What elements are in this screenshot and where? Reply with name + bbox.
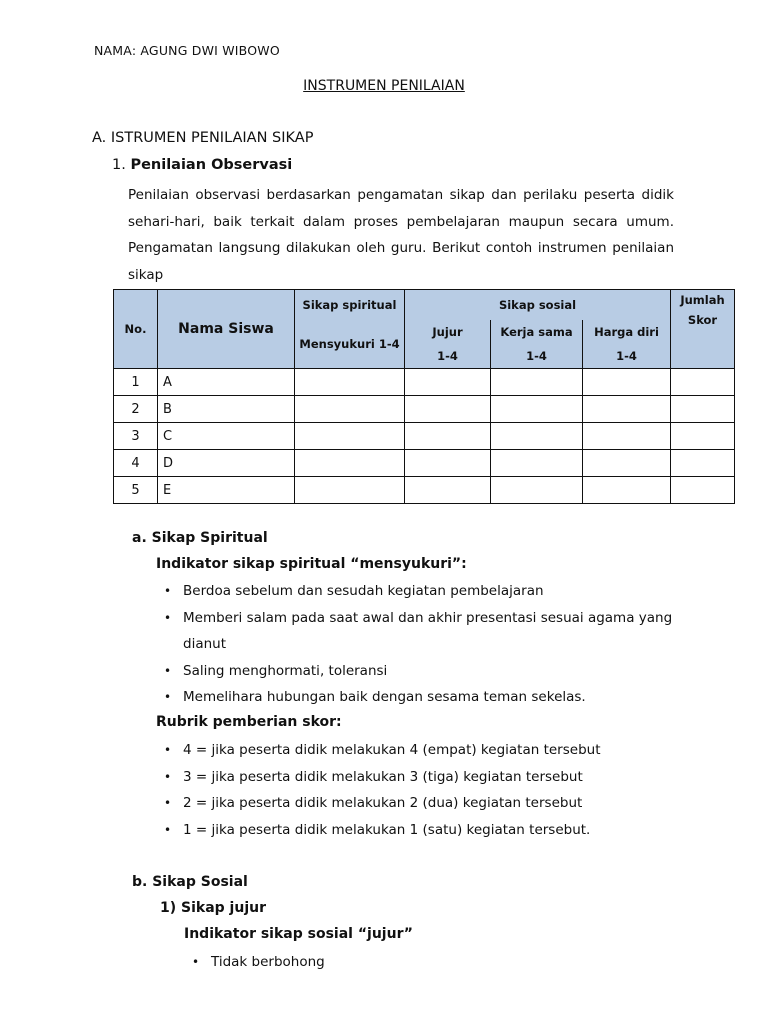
spiritual-indicator-heading: Indikator sikap spiritual “mensyukuri”:	[156, 556, 467, 572]
total-cell	[671, 450, 735, 477]
score-cell	[583, 423, 671, 450]
bullet-icon: •	[164, 584, 172, 598]
total-cell	[671, 423, 735, 450]
row-number: 3	[114, 423, 158, 450]
score-cell	[405, 396, 491, 423]
list-item: • Saling menghormati, toleransi	[164, 658, 704, 685]
row-student-name: D	[158, 450, 295, 477]
list-item: • 4 = jika peserta didik melakukan 4 (empat) kegiatan tersebut	[164, 737, 704, 764]
table-row	[114, 423, 735, 450]
spiritual-indicator-list	[164, 578, 704, 711]
bullet-icon: •	[164, 743, 172, 757]
row-number: 2	[114, 396, 158, 423]
document-title: INSTRUMEN PENILAIAN	[303, 78, 465, 94]
score-cell	[295, 423, 405, 450]
rubric-list	[164, 737, 704, 843]
score-cell	[583, 396, 671, 423]
observation-table	[113, 289, 735, 504]
score-cell	[295, 369, 405, 396]
bullet-icon: •	[192, 955, 200, 969]
score-cell	[405, 477, 491, 504]
sikap-jujur-heading: 1) Sikap jujur	[160, 900, 266, 916]
score-cell	[295, 477, 405, 504]
table-row	[114, 369, 735, 396]
paragraph-line: Penilaian observasi berdasarkan pengamatan sikap dan perilaku peserta didik	[128, 187, 674, 203]
paragraph-line: sehari-hari, baik terkait dalam proses pembelajaran maupun secara umum.	[128, 213, 674, 230]
sosial-heading: b. Sikap Sosial	[132, 874, 248, 890]
header-jujur: Jujur 1-4	[405, 320, 491, 369]
total-cell	[671, 477, 735, 504]
row-number: 5	[114, 477, 158, 504]
bullet-icon: •	[164, 663, 172, 678]
total-cell	[671, 369, 735, 396]
bullet-icon: •	[164, 610, 172, 625]
observation-paragraph	[128, 182, 674, 288]
list-item: • 2 = jika peserta didik melakukan 2 (dua) kegiatan tersebut	[164, 790, 704, 817]
score-cell	[491, 369, 583, 396]
score-cell	[405, 423, 491, 450]
header-kerja-sama: Kerja sama 1-4	[491, 320, 583, 369]
total-cell	[671, 396, 735, 423]
table-row	[114, 477, 735, 504]
section-a-heading: A. ISTRUMEN PENILAIAN SIKAP	[92, 130, 314, 146]
header-sikap-spiritual: Sikap spiritual	[295, 290, 405, 321]
table-row	[114, 450, 735, 477]
score-cell	[583, 450, 671, 477]
list-item: • 3 = jika peserta didik melakukan 3 (tiga) kegiatan tersebut	[164, 764, 704, 791]
bullet-icon: •	[164, 690, 172, 704]
score-cell	[491, 450, 583, 477]
score-cell	[491, 423, 583, 450]
score-cell	[405, 450, 491, 477]
header-no: No.	[114, 290, 158, 369]
student-name-line: NAMA: AGUNG DWI WIBOWO	[94, 43, 280, 58]
header-nama-siswa: Nama Siswa	[158, 290, 295, 369]
list-item: • Memelihara hubungan baik dengan sesama teman sekelas.	[164, 684, 704, 711]
header-mensyukuri: Mensyukuri 1-4	[295, 320, 405, 369]
score-cell	[491, 477, 583, 504]
header-sikap-sosial: Sikap sosial	[405, 290, 671, 321]
row-student-name: B	[158, 396, 295, 423]
score-cell	[583, 369, 671, 396]
header-harga-diri: Harga diri 1-4	[583, 320, 671, 369]
row-student-name: A	[158, 369, 295, 396]
spiritual-heading: a. Sikap Spiritual	[132, 530, 268, 546]
bullet-icon: •	[164, 822, 172, 837]
subsection-1-heading	[112, 157, 292, 173]
bullet-icon: •	[164, 796, 172, 810]
bullet-icon: •	[164, 769, 172, 784]
subsection-1-number: 1.	[112, 157, 126, 173]
row-number: 1	[114, 369, 158, 396]
table-row	[114, 396, 735, 423]
paragraph-line: sikap	[128, 266, 164, 283]
rubric-heading: Rubrik pemberian skor:	[156, 714, 342, 730]
list-item: • Berdoa sebelum dan sesudah kegiatan pembelajaran	[164, 578, 704, 605]
paragraph-line: Pengamatan langsung dilakukan oleh guru. Berikut contoh instrumen penilaian	[128, 240, 674, 256]
score-cell	[491, 396, 583, 423]
row-number: 4	[114, 450, 158, 477]
list-item: • 1 = jika peserta didik melakukan 1 (satu) kegiatan tersebut.	[164, 817, 704, 844]
score-cell	[405, 369, 491, 396]
row-student-name: E	[158, 477, 295, 504]
score-cell	[583, 477, 671, 504]
jujur-indicator-heading: Indikator sikap sosial “jujur”	[184, 926, 413, 942]
list-item: • Memberi salam pada saat awal dan akhir presentasi sesuai agama yang dianut	[164, 605, 704, 658]
subsection-1-title: Penilaian Observasi	[130, 157, 293, 173]
score-cell	[295, 396, 405, 423]
header-jumlah-skor: Jumlah Skor	[671, 290, 735, 369]
list-item: • Tidak berbohong	[192, 949, 592, 976]
jujur-indicator-list	[192, 949, 592, 976]
row-student-name: C	[158, 423, 295, 450]
score-cell	[295, 450, 405, 477]
